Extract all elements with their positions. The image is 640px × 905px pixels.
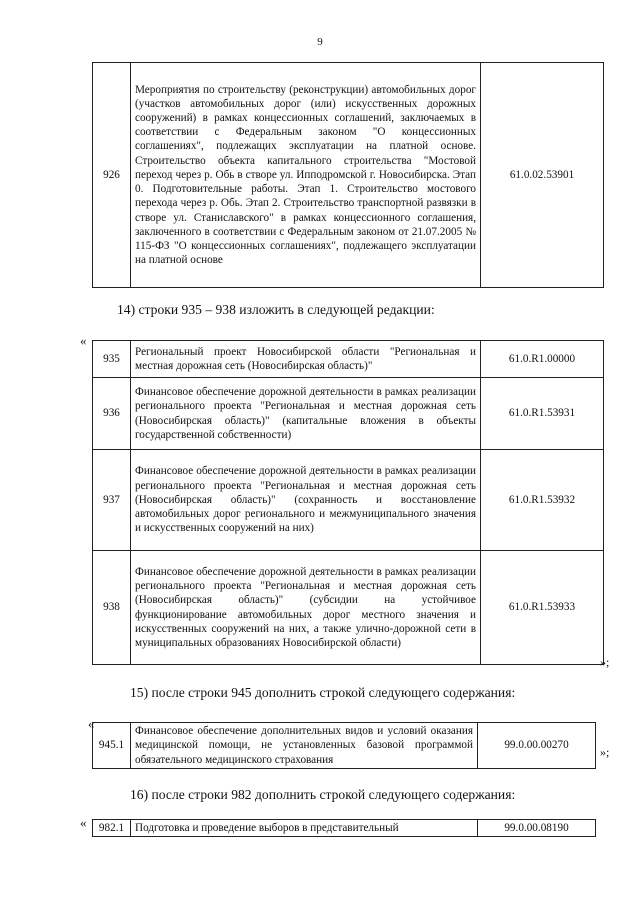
row-code: 61.0.R1.00000 xyxy=(481,341,604,378)
row-description: Подготовка и проведение выборов в представительный xyxy=(131,820,478,837)
paragraph-14: 14) строки 935 – 938 изложить в следующей редакции: xyxy=(117,302,435,317)
row-description: Региональный проект Новосибирской области "Региональная и местная дорожная сеть (Новосибирская область)" xyxy=(131,341,481,378)
paragraph-15: 15) после строки 945 дополнить строкой следующего содержания: xyxy=(130,685,516,700)
row-number: 926 xyxy=(93,63,131,288)
opening-quote: « xyxy=(80,333,87,348)
closing-quote: »; xyxy=(600,745,610,759)
row-number: 936 xyxy=(93,378,131,450)
budget-table-926 xyxy=(92,62,604,288)
closing-quote: »; xyxy=(600,655,610,669)
budget-table-945-1 xyxy=(92,722,596,769)
row-description: Финансовое обеспечение дорожной деятельности в рамках реализации регионального проекта "Региональная и местная дорожная сеть (Новосибирская область)" (сохранность и восстановление автомобильных дорог регионального и межмуниципального значения и искусственных сооружений на них) xyxy=(131,450,481,551)
table-row xyxy=(93,551,604,665)
row-code: 61.0.R1.53933 xyxy=(481,551,604,665)
row-code: 99.0.00.08190 xyxy=(478,820,596,837)
row-description: Финансовое обеспечение дорожной деятельности в рамках реализации регионального проекта "Региональная и местная дорожная сеть (Новосибирская область)" (капитальные вложения в объекты государственной собственности) xyxy=(131,378,481,450)
table-row xyxy=(93,63,604,288)
table-row xyxy=(93,378,604,450)
table-row xyxy=(93,450,604,551)
opening-quote: « xyxy=(88,716,95,731)
row-number: 938 xyxy=(93,551,131,665)
table-row xyxy=(93,723,596,769)
row-number: 937 xyxy=(93,450,131,551)
row-description: Финансовое обеспечение дополнительных видов и условий оказания медицинской помощи, не установленных базовой программой обязательного медицинского страхования xyxy=(131,723,478,769)
page-number: 9 xyxy=(317,36,323,48)
paragraph-16: 16) после строки 982 дополнить строкой следующего содержания: xyxy=(130,787,516,802)
budget-table-982-1 xyxy=(92,819,596,837)
table-row xyxy=(93,341,604,378)
row-code: 61.0.02.53901 xyxy=(481,63,604,288)
row-code: 99.0.00.00270 xyxy=(478,723,596,769)
row-number: 935 xyxy=(93,341,131,378)
row-number: 945.1 xyxy=(93,723,131,769)
budget-table-935-938 xyxy=(92,340,604,665)
row-description: Мероприятия по строительству (реконструкции) автомобильных дорог (участков автомобильных дорог (или) искусственных дорожных сооружений) в рамках концессионных соглашений, заключаемых в соответствии с Федеральным законом "О концессионных соглашениях", подлежащих эксплуатации на платной основе. Строительство объекта капитального строительства "Мостовой переход через р. Обь в створе ул. Ипподромской г. Новосибирска. Этап 0. Подготовительные работы. Этап 1. Строительство мостового перехода через р. Обь. Этап 2. Строительство транспортной развязки в створе ул. Станиславского" в рамках концессионного соглашения, заключенного в соответствии с Федеральным законом от 21.07.2005 № 115-ФЗ "О концессионных соглашениях", подлежащего эксплуатации на платной основе xyxy=(131,63,481,288)
row-description: Финансовое обеспечение дорожной деятельности в рамках реализации регионального проекта "Региональная и местная дорожная сеть (Новосибирская область)" (субсидии на устойчивое функционирование автомобильных дорог местного значения и искусственных сооружений на них, а также улично-дорожной сети в муниципальных образованиях Новосибирской области) xyxy=(131,551,481,665)
table-row xyxy=(93,820,596,837)
row-code: 61.0.R1.53931 xyxy=(481,378,604,450)
row-code: 61.0.R1.53932 xyxy=(481,450,604,551)
opening-quote: « xyxy=(80,815,87,830)
row-number: 982.1 xyxy=(93,820,131,837)
